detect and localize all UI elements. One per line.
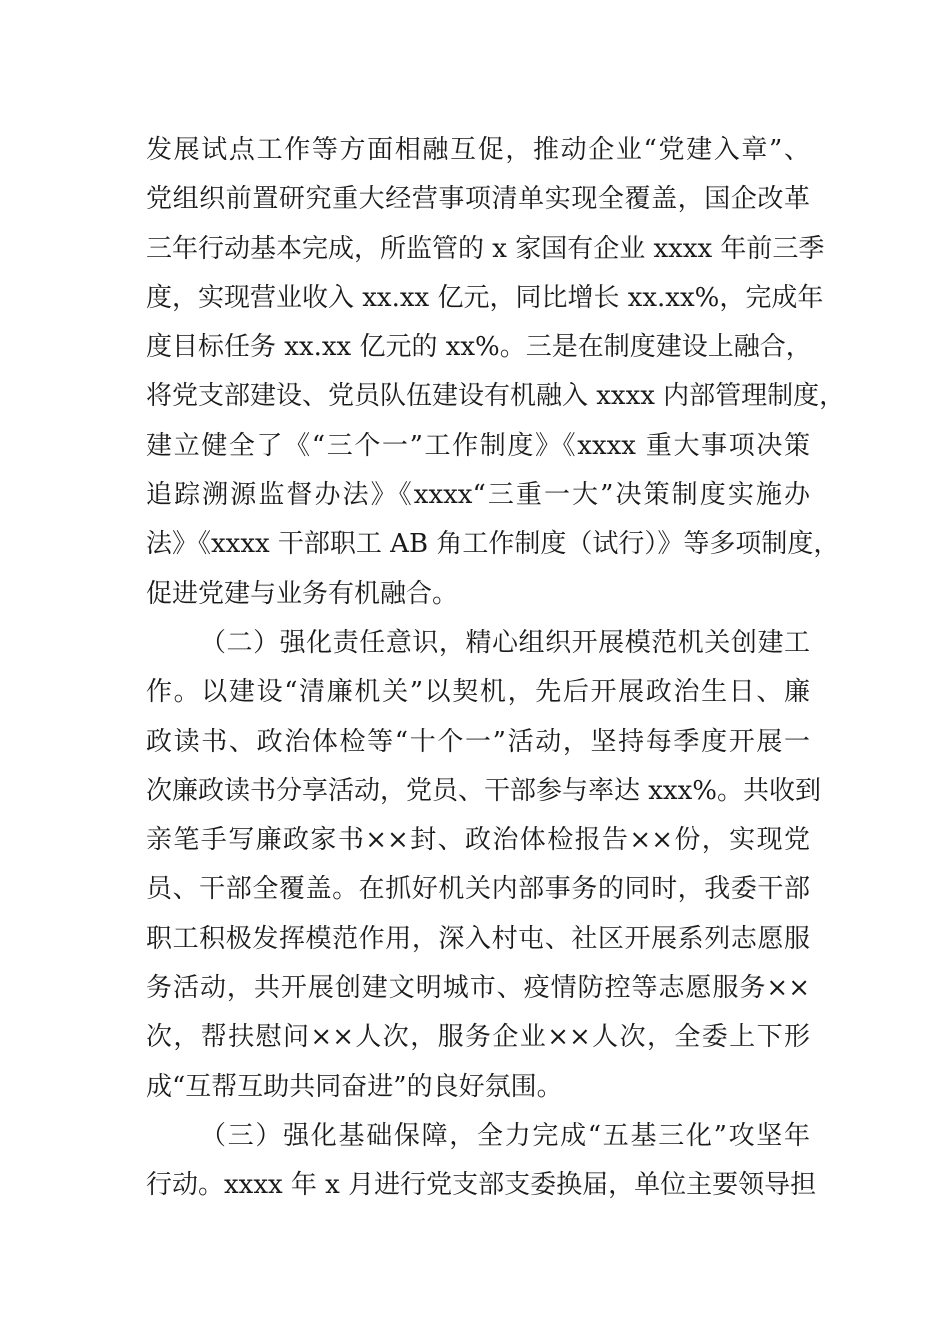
paragraph-line: 成“互帮互助共同奋进”的良好氛围。 [146,1071,563,1102]
paragraph-line: 政读书、政治体检等“十个一”活动，坚持每季度开展一 [146,726,810,757]
paragraph-line: 员、干部全覆盖。在抓好机关内部事务的同时，我委干部 [146,874,810,905]
paragraph-line: 将党支部建设、党员队伍建设有机融入 xxxx 内部管理制度， [146,381,846,412]
paragraph-line: 职工积极发挥模范作用，深入村屯、社区开展系列志愿服 [146,923,810,954]
paragraph-line: 度目标任务 xx.xx 亿元的 xx%。三是在制度建设上融合， [146,332,812,363]
paragraph-line: 发展试点工作等方面相融互促，推动企业“党建入章”、 [146,135,810,165]
section-heading-line: （二）强化责任意识，精心组织开展模范机关创建工 [200,627,810,658]
paragraph-line: 作。以建设“清廉机关”以契机，先后开展政治生日、廉 [146,677,810,708]
paragraph-line: 行动。xxxx 年 x 月进行党支部支委换届，单位主要领导担 [146,1170,817,1201]
paragraph-line: 次，帮扶慰问××人次，服务企业××人次，全委上下形 [146,1022,810,1053]
section-heading-line: （三）强化基础保障，全力完成“五基三化”攻坚年 [200,1120,810,1151]
paragraph-line: 亲笔手写廉政家书××封、政治体检报告××份，实现党 [146,825,810,856]
document-body [146,126,846,1211]
paragraph-line: 促进党建与业务有机融合。 [146,578,459,609]
paragraph-line: 次廉政读书分享活动，党员、干部参与率达 xxx%。共收到 [146,775,821,806]
paragraph-line: 务活动，共开展创建文明城市、疫情防控等志愿服务×× [146,973,810,1004]
paragraph-line: 建立健全了《“三个一”工作制度》《xxxx 重大事项决策 [146,430,810,461]
paragraph-line: 法》《xxxx 干部职工 AB 角工作制度（试行）》等多项制度， [146,529,840,560]
paragraph-line: 党组织前置研究重大经营事项清单实现全覆盖，国企改革 [146,184,810,215]
paragraph-line: 追踪溯源监督办法》《xxxx“三重一大”决策制度实施办 [146,480,810,511]
paragraph-line: 度，实现营业收入 xx.xx 亿元，同比增长 xx.xx%，完成年 [146,282,824,313]
paragraph-line: 三年行动基本完成，所监管的 x 家国有企业 xxxx 年前三季 [146,233,825,264]
